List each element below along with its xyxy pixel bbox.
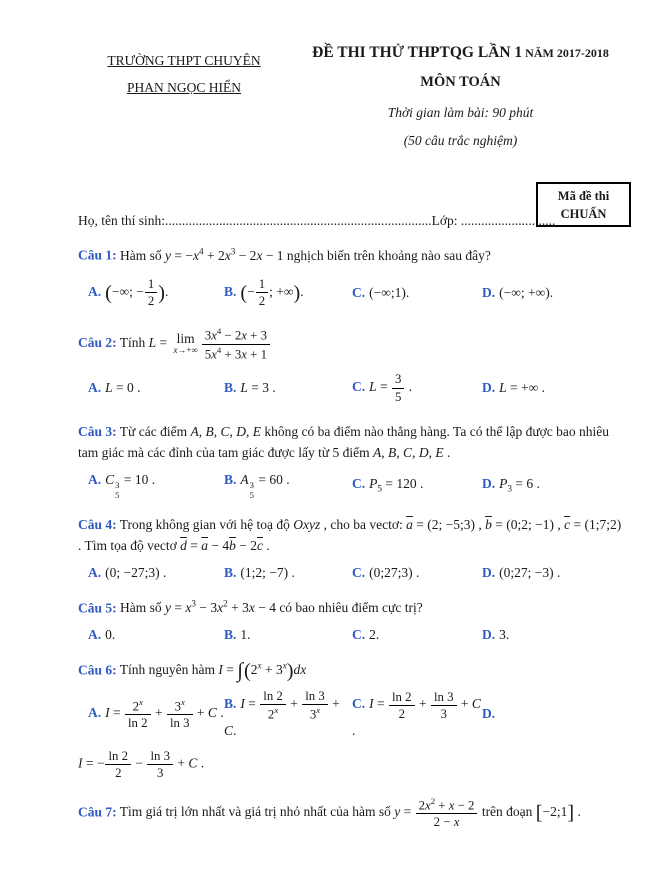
question-2	[78, 326, 631, 362]
question-6-text: Tính nguyên hàm $I = \int(2^x + 3^x)dx$	[119, 657, 307, 682]
option-letter: A.	[88, 626, 102, 642]
option-content: (1;2; −7) .	[240, 565, 295, 581]
question-1-option-b	[224, 276, 352, 309]
option-content: (−∞; − $\frac{1}{2}$ ).	[105, 276, 169, 308]
option-content: 0.	[105, 626, 116, 642]
option-letter: C.	[352, 565, 366, 581]
option-content: L = 3 .	[240, 380, 276, 396]
question-4-option-b	[224, 564, 352, 582]
question-7-text: Tìm giá trị lớn nhất và giá trị nhỏ nhất của hàm số y = $\frac{2x^2 + x - 2}{2 - x}$ trên đoạn [−2;1] .	[119, 796, 581, 830]
option-content: (0;27;3) .	[369, 565, 420, 581]
option-letter: D.	[482, 626, 496, 642]
question-4-option-a	[88, 564, 224, 582]
question-3-label: Câu 3:	[78, 424, 117, 440]
question-2-option-d	[482, 379, 631, 397]
question-3-options	[78, 471, 631, 500]
question-6-option-d	[482, 705, 631, 723]
question-6	[78, 659, 631, 682]
exam-question-count: (50 câu trắc nghiệm)	[403, 133, 518, 148]
question-1-option-d	[482, 284, 631, 302]
class-label: Lớp:	[431, 213, 458, 228]
question-3	[78, 422, 631, 464]
exam-title-block	[290, 44, 631, 149]
question-6-options	[78, 688, 631, 740]
question-1-options	[78, 273, 631, 311]
option-letter: B.	[224, 565, 237, 581]
option-letter: D.	[482, 476, 496, 492]
option-letter: B.	[224, 380, 237, 396]
question-4	[78, 515, 631, 557]
exam-code-value: CHUẨN	[560, 207, 607, 222]
question-4-label: Câu 4:	[78, 517, 117, 533]
exam-duration: Thời gian làm bài: 90 phút	[387, 105, 534, 120]
option-content: L = $\frac{3}{5}$ .	[369, 372, 413, 404]
question-1-text: Hàm số $y = -x^4 + 2x^3 - 2x - 1$ nghịch biến trên khoảng nào sau đây?	[120, 246, 491, 263]
question-7	[78, 796, 631, 830]
question-2-option-c	[352, 371, 482, 404]
option-letter: C.	[352, 696, 366, 712]
question-2-label: Câu 2:	[78, 335, 117, 351]
option-content: I = $\frac{2^x}{\ln 2}$ + $\frac{3^x}{\ln 3}$ + C .	[105, 696, 224, 731]
question-1-option-a	[88, 276, 224, 309]
option-letter: C.	[352, 284, 366, 300]
exam-subject: MÔN TOÁN	[420, 74, 501, 90]
question-1	[78, 244, 631, 266]
question-6-option-a	[88, 697, 224, 731]
option-content: 3.	[499, 626, 510, 642]
exam-code-box	[536, 182, 631, 227]
question-2-option-a	[88, 379, 224, 397]
option-content: 1.	[240, 626, 251, 642]
exam-title-main: ĐỀ THI THỬ THPTQG LẦN 1	[312, 44, 523, 61]
question-2-text: Tính L = lim x→+∞ $\frac{3x^4 - 2x + 3}{5x^4 + 3x + 1}$	[120, 335, 271, 350]
option-letter: A.	[88, 471, 102, 487]
exam-code-label: Mã đề thi	[557, 189, 610, 203]
option-letter: B.	[224, 471, 237, 487]
exam-title	[290, 44, 631, 62]
school-name	[78, 44, 290, 149]
question-3-option-c	[352, 475, 482, 496]
question-5-label: Câu 5:	[78, 600, 117, 616]
option-content: A 3 5 = 60 .	[240, 471, 290, 500]
question-7-label: Câu 7:	[78, 804, 117, 820]
question-1-label: Câu 1:	[78, 247, 117, 263]
option-content: I = $\frac{\ln 2}{2^x}$ + $\frac{\ln 3}{3^x}$ + C.	[224, 689, 340, 739]
question-1-option-c	[352, 284, 482, 302]
option-content: I = $\frac{\ln 2}{2}$ + $\frac{\ln 3}{3}$ + C .	[352, 689, 481, 738]
question-2-option-b	[224, 379, 352, 397]
question-2-options	[78, 369, 631, 407]
option-letter: D.	[482, 706, 496, 722]
option-letter: D.	[482, 380, 496, 396]
question-4-option-d	[482, 564, 631, 582]
school-name-line2: PHAN NGỌC HIỂN	[127, 80, 241, 95]
class-dots: ............................	[457, 213, 556, 228]
question-3-option-d	[482, 475, 631, 496]
option-letter: D.	[482, 284, 496, 300]
option-content: C 3 5 = 10 .	[105, 471, 156, 500]
question-6-option-d-continuation: I = − $\frac{\ln 2}{2}$ − $\frac{\ln 3}{3}$ + C .	[78, 748, 205, 780]
question-3-option-b	[224, 471, 352, 500]
school-name-line1: TRƯỜNG THPT CHUYÊN	[107, 53, 261, 68]
question-4-options	[78, 564, 631, 582]
question-3-text: Từ các điểm A, B, C, D, E không có ba điểm nào thẳng hàng. Ta có thể lập được bao nhiêu tam giác mà các đỉnh của tam giác được lấy từ 5 điểm A, B, C, D, E .	[78, 424, 610, 460]
exam-title-year: NĂM 2017-2018	[522, 46, 609, 60]
question-4-text: Trong không gian với hệ toạ độ Oxyz , cho ba vectơ: $\overline{a} = (2$; −5;3) , $\overline{b}$ = (0;2; −1) , $\overline{c}$ = (1;7;2) . Tìm tọa độ vectơ $\overline{d} = \overline{a} - 4\overline{b} - 2\overline{c}$ .	[78, 517, 622, 554]
question-6-option-c	[352, 689, 482, 740]
question-5-option-d	[482, 626, 631, 644]
question-4-option-c	[352, 564, 482, 582]
option-content: $P_3 = 6$ .	[499, 476, 540, 494]
option-letter: D.	[482, 565, 496, 581]
question-5-option-b	[224, 626, 352, 644]
question-6-label: Câu 6:	[78, 662, 117, 678]
option-content: (0; −27;3) .	[105, 565, 167, 581]
exam-header	[78, 44, 631, 149]
question-5-option-c	[352, 626, 482, 644]
student-name-label: Họ, tên thí sinh:	[78, 213, 165, 228]
option-letter: A.	[88, 705, 102, 721]
option-content: (−∞;1).	[369, 284, 410, 300]
option-letter: B.	[224, 626, 237, 642]
option-letter: B.	[224, 696, 237, 712]
option-letter: C.	[352, 476, 366, 492]
option-content: (−∞; +∞).	[499, 284, 554, 300]
question-5-text: Hàm số $y = x^3 - 3x^2 + 3x - 4$ có bao nhiêu điểm cực trị?	[120, 598, 423, 616]
question-5	[78, 597, 631, 619]
option-content: (− $\frac{1}{2}$ ; +∞).	[240, 276, 304, 308]
question-6-option-b	[224, 688, 352, 740]
option-letter: B.	[224, 283, 237, 299]
option-content: L = +∞ .	[499, 380, 545, 396]
option-letter: C.	[352, 379, 366, 395]
option-letter: A.	[88, 380, 102, 396]
option-content: L = 0 .	[105, 380, 141, 396]
option-content: (0;27; −3) .	[499, 565, 561, 581]
student-name-dots: ...............................................................................	[165, 213, 432, 228]
option-letter: C.	[352, 626, 366, 642]
question-5-option-a	[88, 626, 224, 644]
option-letter: A.	[88, 565, 102, 581]
option-content: $P_5 = 120$ .	[369, 476, 424, 494]
option-content: 2.	[369, 626, 380, 642]
question-3-option-a	[88, 471, 224, 500]
option-letter: A.	[88, 283, 102, 299]
question-5-options	[78, 626, 631, 644]
